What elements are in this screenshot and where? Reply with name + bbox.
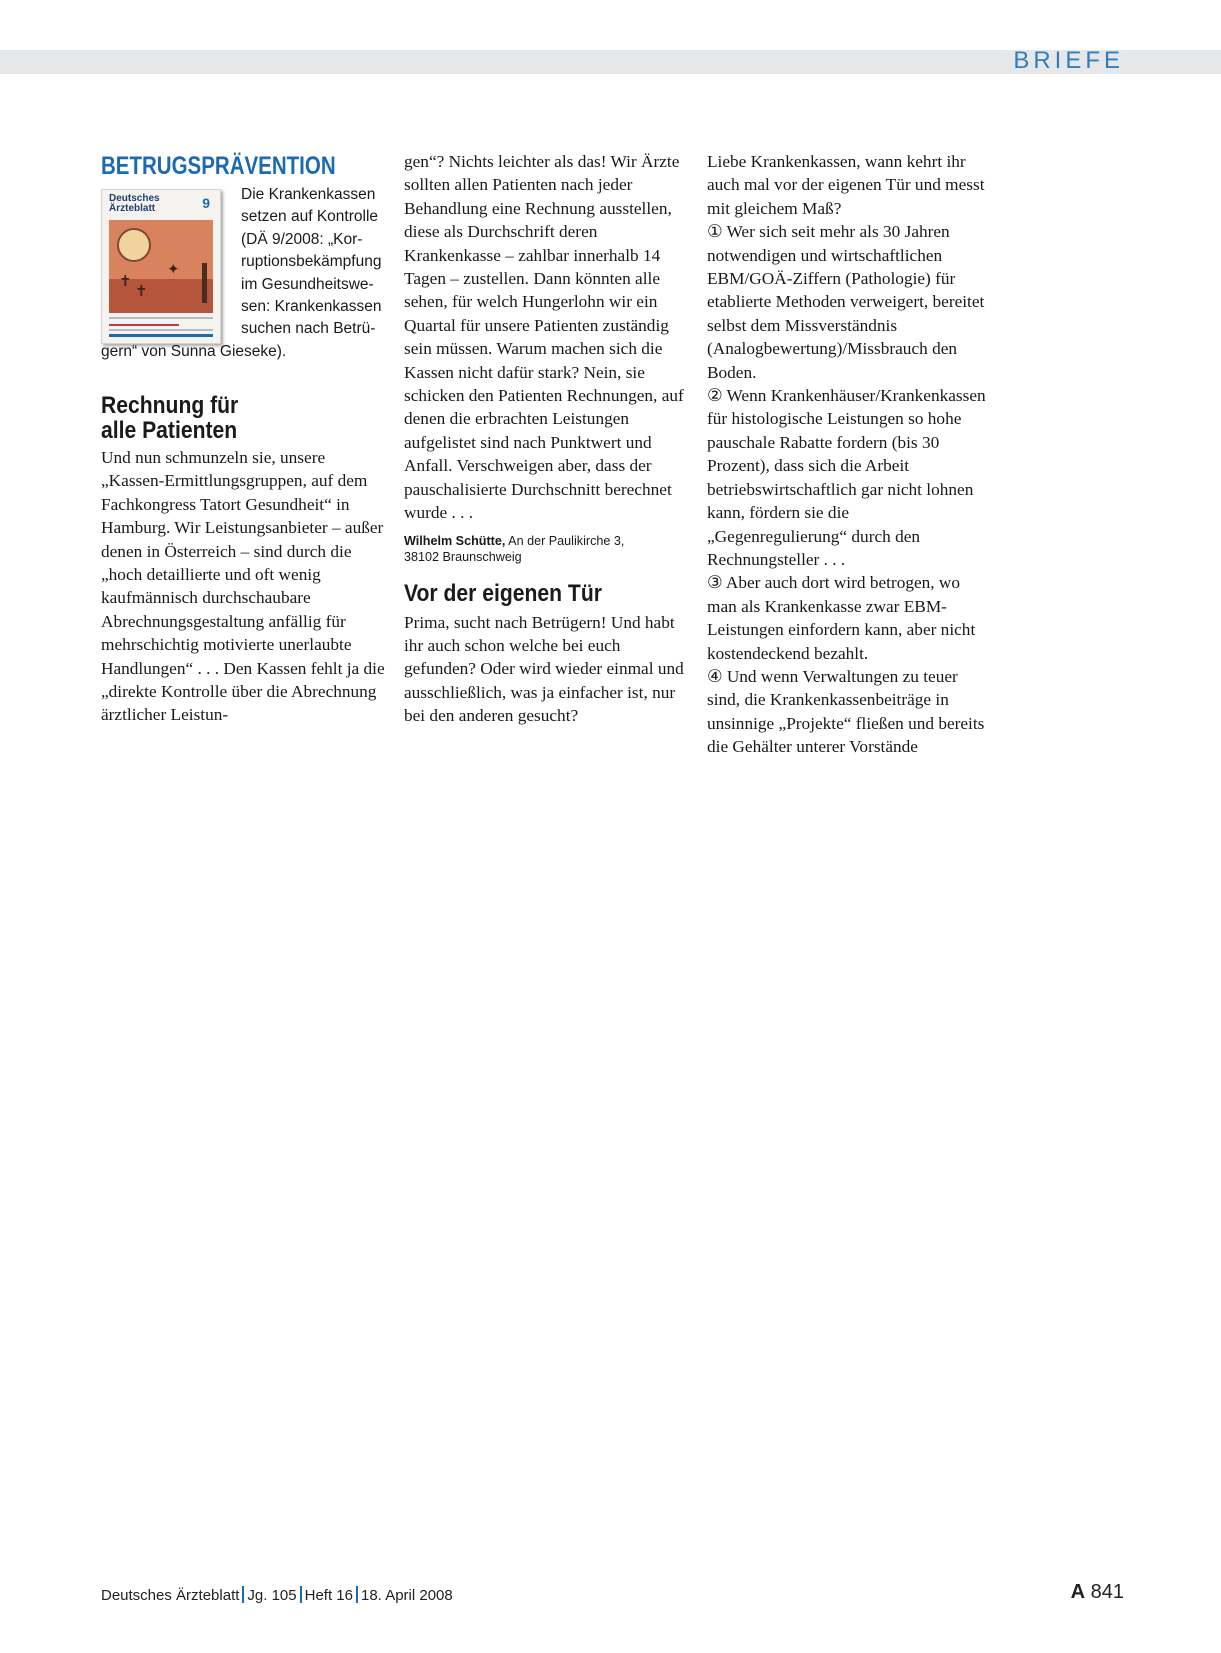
page-prefix: A (1070, 1581, 1086, 1603)
letter-body: Und nun schmunzeln sie, unsere „Kassen-Ermittlungsgruppen, auf dem Fachkongress Tatort Gesundheit“ in Hamburg. Wir Leistungsanbieter – außer denen in Österreich – sind durch die „hoch detaillierte und oft wenig kaufmännisch durchschaubare Abrechnungsgestaltung anfällig für mehrschichtig motivierte unerlaubte Handlungen“ . . . Den Kassen fehlt ja die „direkte Kontrolle über die Abrechnung ärztlicher Leistun- (101, 448, 385, 725)
heading-line: alle Patienten (101, 417, 238, 444)
signature (404, 533, 690, 566)
intro-line: gern“ von Sunna Gieseke). (101, 342, 287, 360)
letter-paragraph: ① Wer sich seit mehr als 30 Jahren notwendigen und wirtschaftlichen EBM/GOÄ-Ziffern (Pathologie) für etablierte Methoden verweigert, bereitet selbst dem Missverständnis (Analogbewertung)/Missbrauch den Boden. (707, 222, 985, 382)
intro-text (101, 184, 385, 363)
footer-separator (242, 1586, 244, 1603)
column-1 (101, 150, 385, 727)
cover-issue-number: 9 (202, 195, 210, 211)
letter-heading: Vor der eigenen Tür (404, 579, 602, 607)
page-number (1071, 1581, 1124, 1604)
footer-volume: Jg. 105 (247, 1587, 297, 1604)
letter-paragraph: Liebe Krankenkassen, wann kehrt ihr auch mal vor der eigenen Tür und messt mit gleichem Maß? (707, 152, 985, 218)
letter-paragraph: ③ Aber auch dort wird betrogen, wo man als Krankenkasse zwar EBM-Leistungen einfordern kann, aber nicht kostendeckend bezahlt. (707, 573, 976, 663)
column-2 (404, 150, 690, 728)
intro-line: suchen nach Betrü- (241, 320, 376, 338)
footer-separator (356, 1586, 358, 1603)
cover-cross-icon: ✝ (119, 272, 132, 290)
cover-star-icon: ✦ (167, 260, 180, 278)
letter-body: gen“? Nichts leichter als das! Wir Ärzte sollten allen Patienten nach jeder Behandlung eine Rechnung ausstellen, diese als Durchschrift deren Krankenkasse – zahlbar innerhalb 14 Tagen – zustellen. Dann könnten alle sehen, für welch Hungerlohn wir ein Quartal für unsere Patienten zuständig sein müssen. Warum machen sich die Kassen nicht dafür stark? Nein, sie schicken den Patienten Rechnungen, auf denen die erbrachten Leistungen aufgelistet sind nach Punktwert und Anfall. Verschweigen aber, dass der pauschalisierte Durchschnitt berechnet wurde . . . (404, 152, 684, 523)
footer-date: 18. April 2008 (361, 1587, 453, 1604)
footer-separator (300, 1586, 302, 1603)
intro-line: Die Krankenkassen (241, 186, 376, 203)
signature-address: 38102 Braunschweig (404, 550, 522, 564)
signature-address: An der Paulikirche 3, (508, 533, 625, 548)
intro-line: sen: Krankenkassen (241, 298, 382, 316)
column-3 (707, 150, 993, 759)
signature-name: Wilhelm Schütte, (404, 533, 506, 548)
letter-body: Prima, sucht nach Betrügern! Und habt ihr auch schon welche bei euch gefunden? Oder wird wieder einmal und ausschließlich, was ja einfacher ist, nur bei den anderen gesucht? (404, 612, 684, 726)
footer-journal: Deutsches Ärzteblatt (101, 1587, 240, 1604)
heading-line: Rechnung für (101, 392, 239, 419)
intro-line: (DÄ 9/2008: „Kor- (241, 230, 363, 248)
cover-masthead: Deutsches Ärzteblatt (109, 193, 160, 214)
letter-heading (101, 393, 351, 443)
page-number-value: 841 (1090, 1581, 1124, 1603)
letter-paragraph: ② Wenn Krankenhäuser/Krankenkassen für histologische Leistungen so hohe pauschale Rabatte fordern (bis 30 Prozent), dass sich die Arbeit betriebswirtschaftlich gar nicht lohnen kann, fördern sie die „Gegenregulierung“ durch den Rechnungsteller . . . (707, 386, 986, 569)
rubric-title: BETRUGSPRÄVENTION (101, 152, 336, 180)
intro-line: im Gesundheitswe- (241, 275, 374, 293)
intro-line: ruptionsbekämpfung (241, 253, 382, 271)
cover-cross-icon: ✝ (135, 282, 148, 300)
intro-line: setzen auf Kontrolle (241, 208, 379, 226)
letter-paragraph: ④ Und wenn Verwaltungen zu teuer sind, die Krankenkassenbeiträge in unsinnige „Projekte“ fließen und bereits die Gehälter unterer Vorstände (707, 666, 985, 757)
intro-block (101, 184, 385, 371)
page-footer (101, 1586, 453, 1604)
section-label: BRIEFE (1013, 47, 1124, 74)
footer-issue: Heft 16 (304, 1587, 353, 1604)
